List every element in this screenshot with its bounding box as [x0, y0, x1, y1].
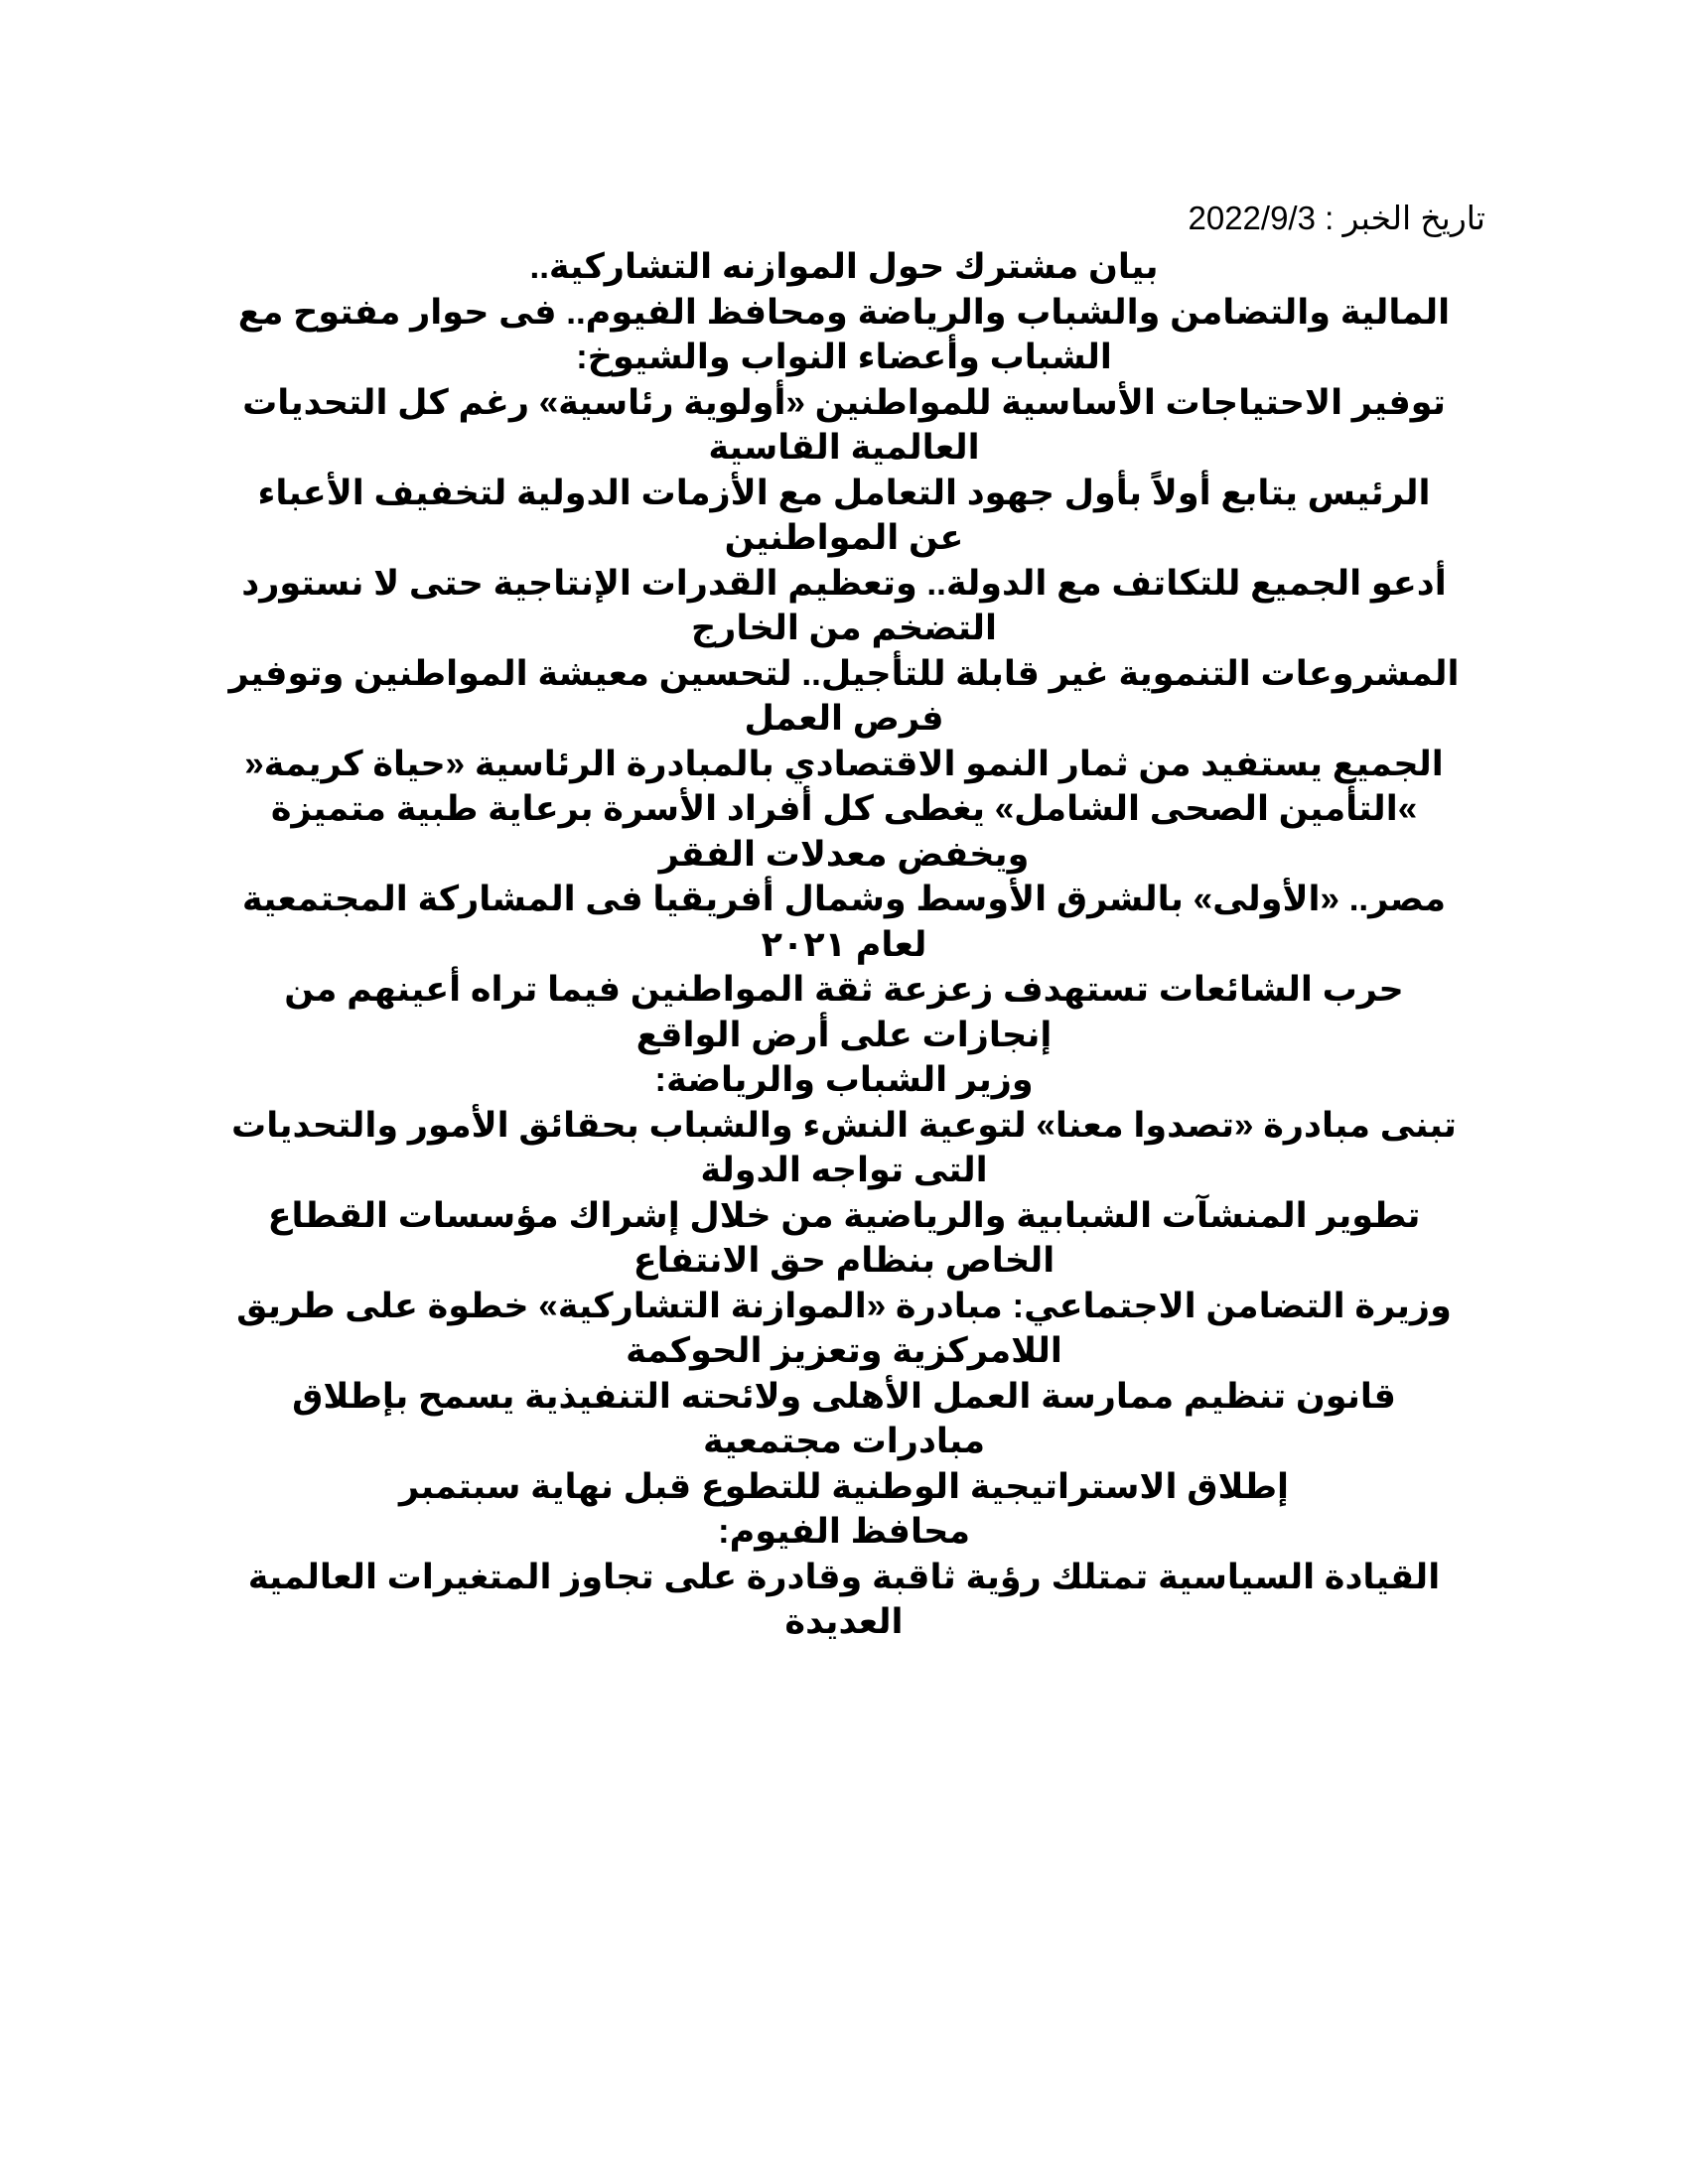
headline-egypt-first: مصر.. «الأولى» بالشرق الأوسط وشمال أفريقيا فى المشاركة المجتمعية لعام ٢٠٢١	[241, 880, 1447, 964]
headline-development-projects: المشروعات التنموية غير قابلة للتأجيل.. لتحسين معيشة المواطنين وتوفير فرص العمل	[228, 653, 1460, 738]
headline-volunteering-strategy: إطلاق الاستراتيجية الوطنية للتطوع قبل نهاية سبتمبر	[398, 1466, 1290, 1506]
headline-basic-needs: توفير الاحتياجات الأساسية للمواطنين «أولوية رئاسية» رغم كل التحديات العالمية القاسية	[242, 382, 1446, 467]
headline-confront-with-us: تبنى مبادرة «تصدوا معنا» لتوعية النشء والشباب بحقائق الأمور والتحديات التى تواجه الدولة	[231, 1105, 1457, 1189]
headline-rumors-war: حرب الشائعات تستهدف زعزعة ثقة المواطنين فيما تراه أعينهم من إنجازات على أرض الواقع	[284, 970, 1404, 1054]
headline-economic-growth: الجميع يستفيد من ثمار النمو الاقتصادي بالمبادرة الرئاسية «حياة كريمة« »التأمين الصحى الشامل» يغطى كل أفراد الأسرة برعاية طبية متميزة ويخفض معدلات الفقر	[244, 744, 1444, 874]
headline-solidarity-call: أدعو الجميع للتكاتف مع الدولة.. وتعظيم القدرات الإنتاجية حتى لا نستورد التضخم من الخارج	[241, 563, 1447, 647]
headline-youth-facilities: تطوير المنشآت الشبابية والرياضية من خلال إشراك مؤسسات القطاع الخاص بنظام حق الانتفاع	[267, 1195, 1421, 1280]
headline-joint-statement: بيان مشترك حول الموازنه التشاركية..	[529, 247, 1159, 286]
headline-solidarity-minister: وزيرة التضامن الاجتماعي: مبادرة «الموازنة التشاركية» خطوة على طريق اللامركزية وتعزيز الحوكمة	[236, 1286, 1452, 1370]
document-page	[199, 195, 1489, 1645]
section-fayoum-governor: محافظ الفيوم:	[717, 1512, 971, 1551]
headline-civil-work-law: قانون تنظيم ممارسة العمل الأهلى ولائحته التنفيذية يسمح بإطلاق مبادرات مجتمعية	[292, 1376, 1396, 1460]
news-date: تاريخ الخبر : 2022/9/3	[1188, 200, 1485, 236]
headline-open-dialogue: المالية والتضامن والشباب والرياضة ومحافظ الفيوم.. فى حوار مفتوح مع الشباب وأعضاء النواب والشيوخ:	[237, 292, 1451, 376]
headline-political-leadership: القيادة السياسية تمتلك رؤية ثاقبة وقادرة على تجاوز المتغيرات العالمية العديدة	[247, 1557, 1441, 1641]
headlines-list	[199, 244, 1489, 1645]
section-youth-minister: وزير الشباب والرياضة:	[654, 1060, 1034, 1099]
headline-president-follows: الرئيس يتابع أولاً بأول جهود التعامل مع الأزمات الدولية لتخفيف الأعباء عن المواطنين	[257, 473, 1431, 557]
